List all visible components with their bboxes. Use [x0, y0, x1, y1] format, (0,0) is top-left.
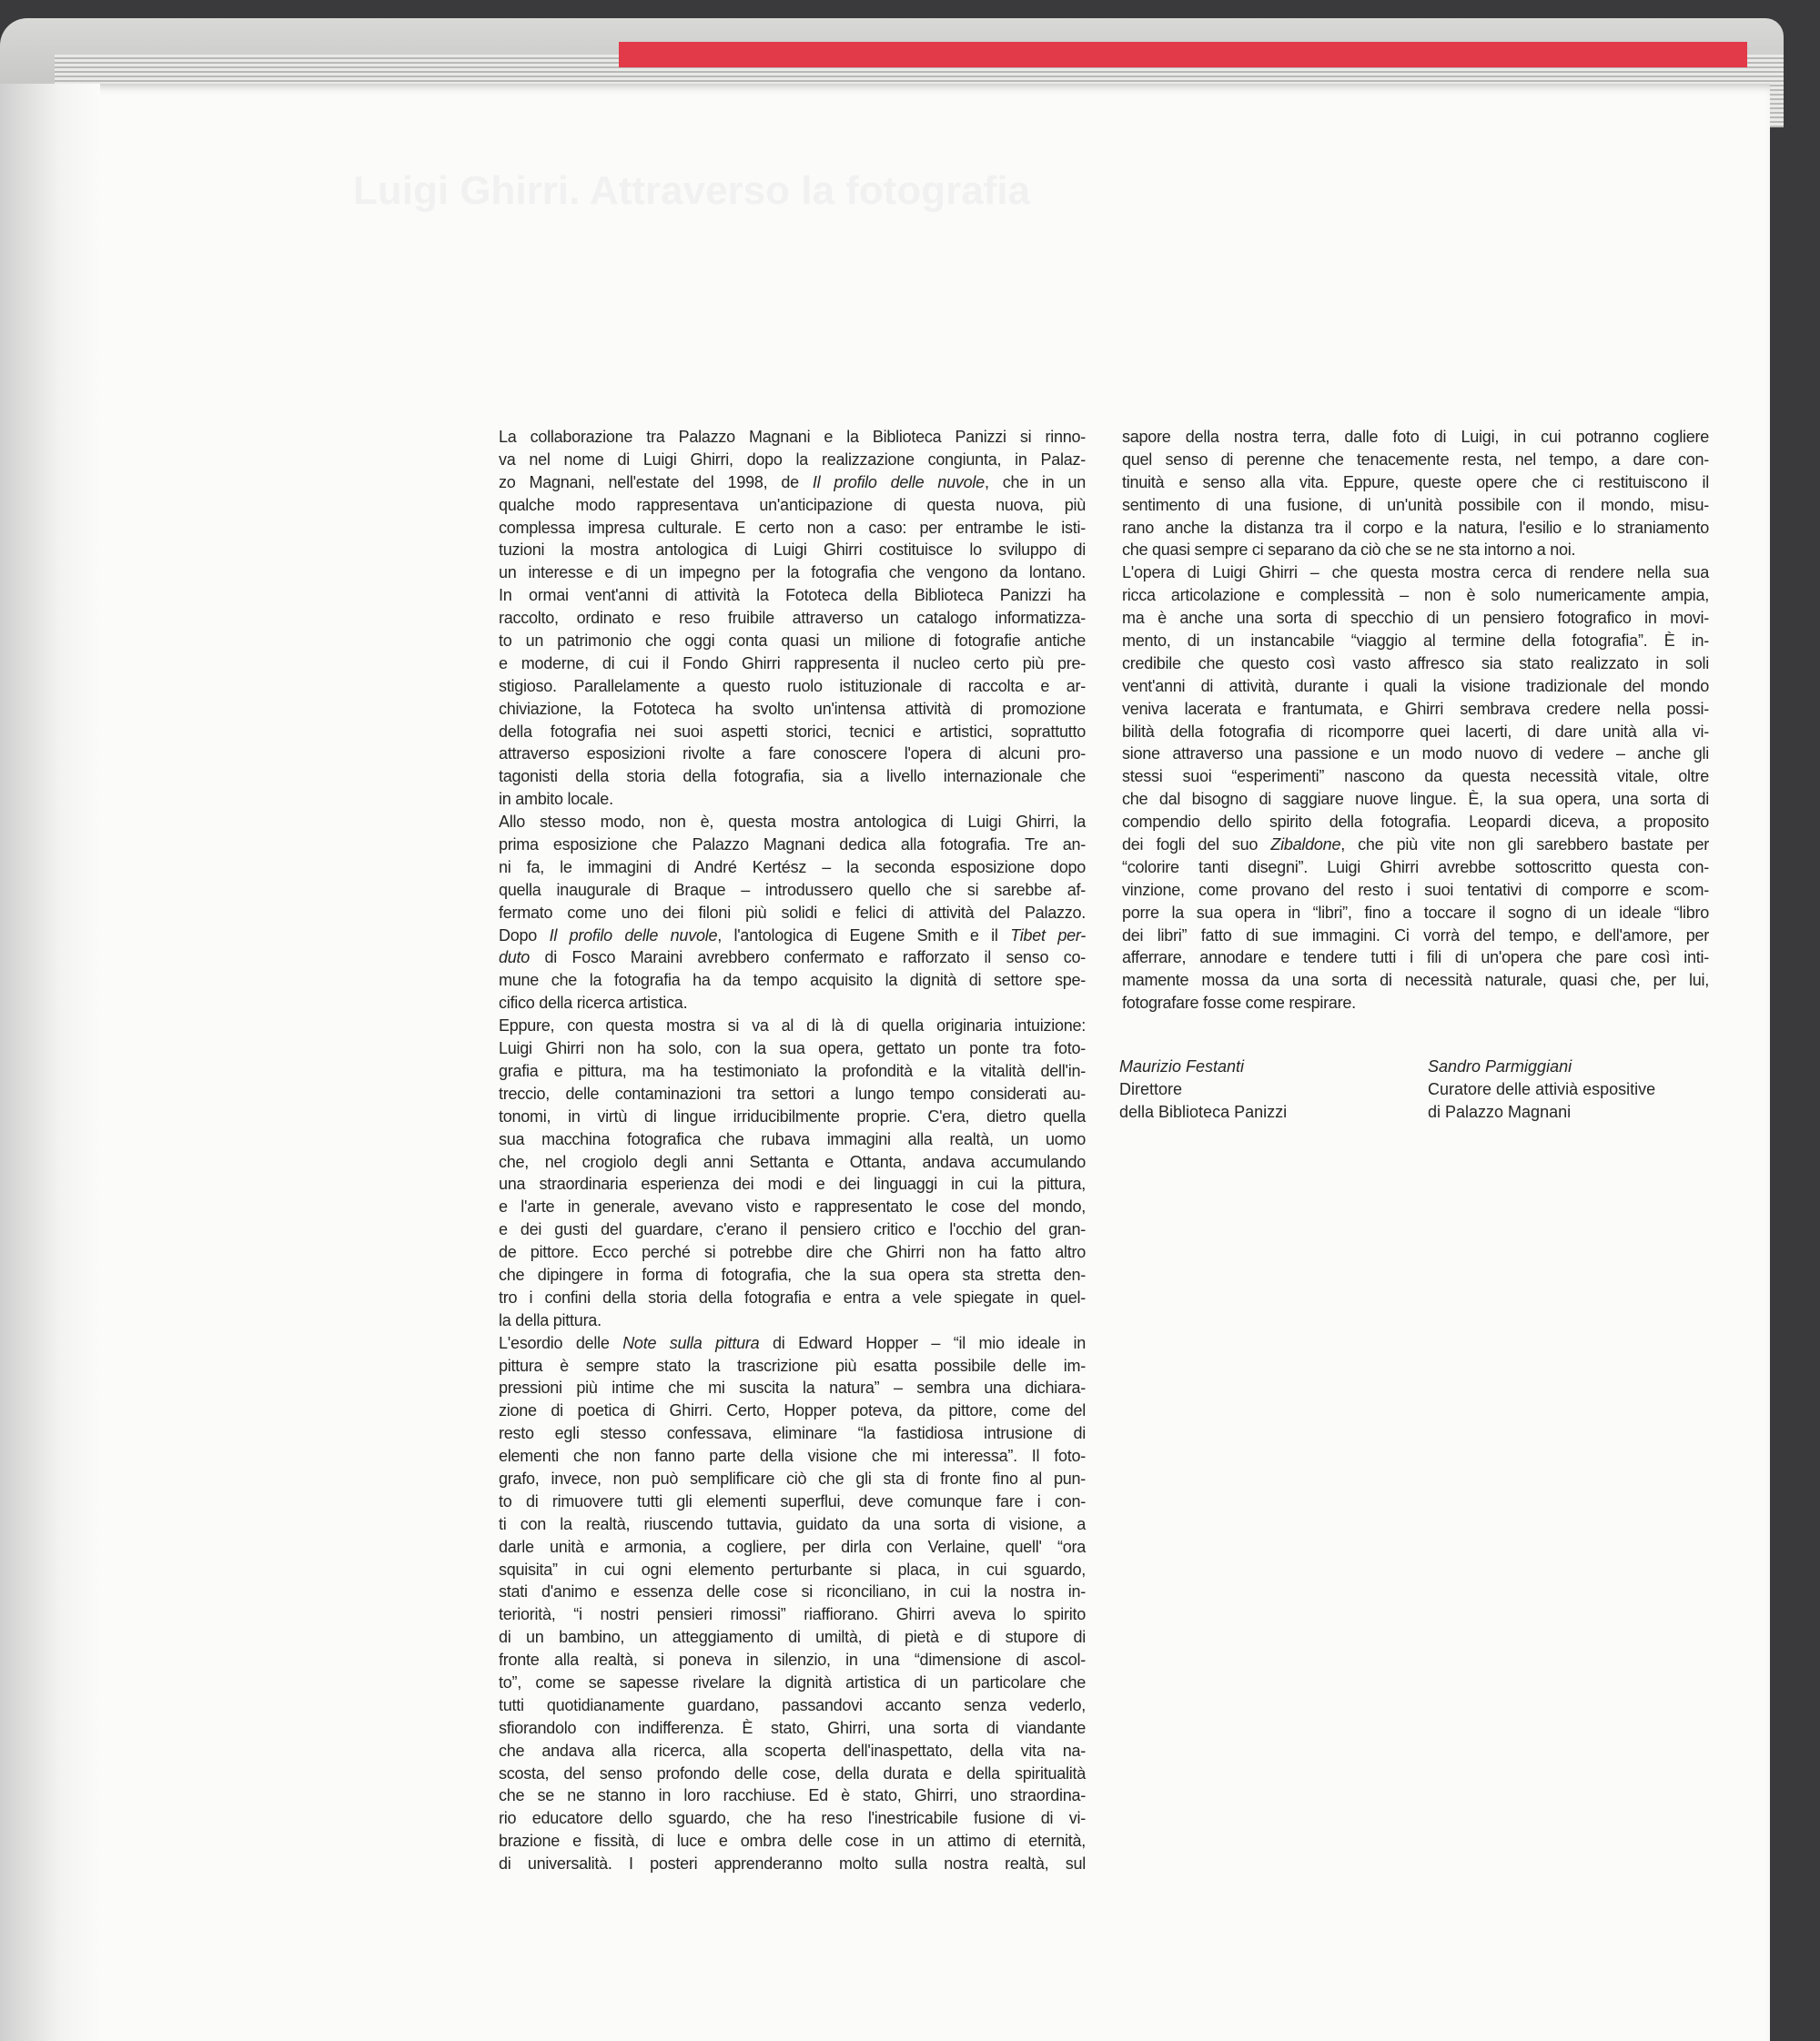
line-text: scosta, del senso profondo delle cose, della durata e della spiritualità [499, 1763, 1086, 1783]
text-line [1122, 517, 1709, 540]
line-text: della fotografia nei suoi aspetti storici, tecnici e artistici, soprattutto [499, 722, 1086, 741]
text-line [499, 1083, 1086, 1106]
text-line [499, 517, 1086, 540]
line-text: zione di poetica di Ghirri. Certo, Hopper poteva, da pittore, come del [499, 1401, 1086, 1420]
line-text: rano anche la distanza tra il corpo e la natura, l'esilio e lo straniamento [1122, 518, 1709, 537]
line-text: di Fosco Maraini avrebbero confermato e rafforzato il senso co- [530, 948, 1086, 967]
line-text: sentimento di una fusione, di un'unità possibile con il mondo, misu- [1122, 495, 1709, 514]
text-line [499, 449, 1086, 471]
line-text: ricca articolazione e complessità – non è solo numericamente ampia, [1122, 586, 1709, 605]
text-line [499, 969, 1086, 992]
text-line [499, 1672, 1086, 1694]
text-line [499, 1332, 1086, 1355]
text-line [1122, 449, 1709, 471]
line-text: de pittore. Ecco perché si potrebbe dire che Ghirri non ha fatto altro [499, 1243, 1086, 1262]
line-text: che dipingere in forma di fotografia, che la sua opera sta stretta den- [499, 1265, 1086, 1284]
line-text: to”, come se sapesse rivelare la dignità artistica di un particolare che [499, 1672, 1086, 1692]
text-line [499, 1694, 1086, 1717]
line-text: ma è anche una sorta di specchio di un pensiero fotografico in movi- [1122, 609, 1709, 628]
text-line [499, 1196, 1086, 1218]
line-text: dei fogli del suo [1122, 835, 1271, 854]
text-line [499, 743, 1086, 765]
line-text: qualche modo rappresentava un'anticipazione di questa nuova, più [499, 495, 1086, 514]
text-line [499, 1603, 1086, 1626]
line-text: L'opera di Luigi Ghirri – che questa mostra cerca di rendere nella sua [1122, 563, 1709, 582]
line-text: to di rimuovere tutti gli elementi superflui, deve comunque fare i con- [499, 1491, 1086, 1511]
text-line [499, 607, 1086, 630]
text-line [499, 1106, 1086, 1128]
text-line [499, 471, 1086, 494]
line-text: squisita” in cui ogni elemento perturbante si placa, in cui sguardo, [499, 1560, 1086, 1579]
signature-role: della Biblioteca Panizzi [1119, 1103, 1288, 1121]
line-text: che se ne stanno in loro racchiuse. Ed è stato, Ghirri, uno straordina- [499, 1786, 1086, 1805]
text-line [499, 1559, 1086, 1581]
text-line [499, 811, 1086, 834]
line-text: una straordinaria esperienza dei modi e dei linguaggi in cui la pittura, [499, 1175, 1086, 1194]
paragraph [1122, 426, 1709, 561]
text-line [499, 539, 1086, 561]
line-text: attraverso esposizioni rivolte a fare conoscere l'opera di alcuni pro- [499, 744, 1086, 763]
text-line [499, 721, 1086, 743]
text-line [1122, 607, 1709, 630]
paragraph [499, 1332, 1086, 1875]
text-line [499, 1807, 1086, 1830]
text-line [499, 1513, 1086, 1536]
text-line [499, 1740, 1086, 1763]
text-line [499, 788, 1086, 811]
text-line [499, 879, 1086, 902]
line-text: zo Magnani, nell'estate del 1998, de [499, 472, 813, 491]
line-text: mune che la fotografia ha da tempo acquisito la dignità di settore spe- [499, 971, 1086, 990]
text-line [1122, 856, 1709, 879]
text-line [499, 856, 1086, 879]
text-line [1122, 788, 1709, 811]
text-line [499, 1060, 1086, 1083]
line-text: tro i confini della storia della fotografia e entra a vele spiegate in quel- [499, 1288, 1086, 1307]
text-line [499, 1015, 1086, 1037]
line-text: to un patrimonio che oggi conta quasi un milione di fotografie antiche [499, 631, 1086, 651]
paragraph [499, 426, 1086, 811]
text-line [499, 1264, 1086, 1287]
line-text: elementi che non fanno parte della visione che mi interessa”. Il foto- [499, 1447, 1086, 1466]
line-text: sua macchina fotografica che rubava immagini alla realtà, un uomo [499, 1129, 1086, 1148]
line-text: ti con la realtà, riuscendo tuttavia, guidato da una sorta di visione, a [499, 1514, 1086, 1533]
line-text: complessa impresa culturale. E certo non a caso: per entrambe le isti- [499, 518, 1086, 537]
line-text: teriorità, “i nostri pensieri rimossi” riaffiorano. Ghirri aveva lo spirito [499, 1605, 1086, 1624]
text-line [499, 1717, 1086, 1740]
text-line [1122, 969, 1709, 992]
signature-role: Curatore delle attivià espositive [1428, 1080, 1656, 1098]
text-line [1122, 834, 1709, 856]
line-text: , che più vite non gli sarebbero bastate per [1340, 835, 1710, 854]
line-text: rio educatore dello sguardo, che ha reso l'inestricabile fusione di vi- [499, 1809, 1086, 1828]
text-line [1122, 561, 1709, 584]
text-line [1122, 539, 1709, 561]
right-text-column [1122, 426, 1709, 1015]
italic-title: duto [499, 948, 531, 967]
line-text: fronte alla realtà, si poneva in silenzio, in una “dimensione di ascol- [499, 1651, 1086, 1670]
page-gutter-shadow [0, 84, 100, 2041]
line-text: quel senso di perenne che tenacemente resta, nel tempo, a dare con- [1122, 450, 1709, 469]
line-text: pittura è sempre stato la trascrizione più esatta possibile delle im- [499, 1356, 1086, 1375]
text-line [1122, 811, 1709, 834]
line-text: che andava alla ricerca, alla scoperta dell'inaspettato, della vita na- [499, 1741, 1086, 1760]
text-line [499, 1784, 1086, 1807]
line-text: vinzione, come provano del resto i suoi tentativi di comporre e scom- [1122, 880, 1709, 899]
text-line [1122, 675, 1709, 698]
line-text: va nel nome di Luigi Ghirri, dopo la realizzazione congiunta, in Palaz- [499, 450, 1086, 469]
line-text: pressioni più intime che mi suscita la natura” – sembra una dichiara- [499, 1379, 1086, 1398]
line-text: veniva lacerata e frantumata, e Ghirri sembrava credere nella possi- [1122, 699, 1709, 718]
text-line [499, 834, 1086, 856]
text-line [499, 630, 1086, 652]
line-text: La collaborazione tra Palazzo Magnani e la Biblioteca Panizzi si rinno- [499, 428, 1086, 446]
line-text: brazione e fissità, di luce e ombra delle cose in un attimo di eternità, [499, 1832, 1086, 1851]
text-line [499, 1763, 1086, 1785]
text-line [499, 652, 1086, 675]
line-text: stati d'animo e essenza delle cose si riconciliano, in cui la nostra in- [499, 1582, 1086, 1601]
text-line [499, 426, 1086, 449]
text-line [1122, 698, 1709, 721]
text-line [499, 1468, 1086, 1490]
italic-title: Zibaldone [1270, 835, 1341, 854]
italic-title: Il profilo delle nuvole [549, 925, 718, 945]
text-line [1122, 584, 1709, 607]
signature-name: Maurizio Festanti [1119, 1057, 1245, 1076]
line-text: Allo stesso modo, non è, questa mostra antologica di Luigi Ghirri, la [499, 813, 1086, 832]
paragraph [1122, 561, 1709, 1015]
line-text: sfiorandolo con indifferenza. È stato, Ghirri, una sorta di viandante [499, 1718, 1086, 1737]
text-line [499, 925, 1086, 947]
line-text: la della pittura. [499, 1310, 602, 1329]
text-line [499, 1309, 1086, 1332]
line-text: treccio, delle contaminazioni tra settori a lungo tempo considerati au- [499, 1084, 1086, 1103]
line-text: In ormai vent'anni di attività la Fototeca della Biblioteca Panizzi ha [499, 586, 1086, 605]
line-text: mamente mossa da una sorta di necessità naturale, quasi che, per lui, [1122, 971, 1709, 990]
line-text: fotografare fosse come respirare. [1122, 994, 1356, 1013]
text-line [1122, 471, 1709, 494]
signature-name: Sandro Parmiggiani [1428, 1057, 1572, 1076]
text-line [499, 1399, 1086, 1422]
text-line [499, 584, 1086, 607]
line-text: credibile che questo così vasto affresco sia stato realizzato in soli [1122, 653, 1709, 672]
line-text: compendio dello spirito della fotografia. Leopardi diceva, a proposito [1122, 813, 1709, 832]
text-line [499, 1649, 1086, 1672]
line-text: dei libri” fatto di sue immagini. Ci vorrà del tempo, e dell'amore, per [1122, 925, 1709, 945]
line-text: resto egli stesso confessava, eliminare “la fastidiosa intrusione di [499, 1424, 1086, 1443]
italic-title: Note sulla pittura [622, 1333, 760, 1352]
text-line [499, 1830, 1086, 1853]
line-text: tuzioni la mostra antologica di Luigi Ghirri costituisce lo sviluppo di [499, 541, 1086, 560]
line-text: afferrare, annodare e tendere tutti i fili di un'opera che pare così inti- [1122, 948, 1709, 967]
line-text: che, nel crogiolo degli anni Settanta e Ottanta, andava accumulando [499, 1152, 1086, 1171]
text-line [499, 1241, 1086, 1264]
text-line [499, 1377, 1086, 1399]
text-line [499, 1626, 1086, 1649]
left-text-column [499, 426, 1086, 1875]
line-text: stessi suoi “esperimenti” nascono da questa necessità vitale, oltre [1122, 767, 1709, 786]
text-line [499, 765, 1086, 788]
text-line [1122, 630, 1709, 652]
text-line [499, 1490, 1086, 1513]
line-text: L'esordio delle [499, 1333, 623, 1352]
text-line [499, 1218, 1086, 1241]
text-line [499, 1853, 1086, 1875]
line-text: e dei gusti del guardare, c'erano il pensiero critico e l'occhio del gran- [499, 1220, 1086, 1239]
line-text: cifico della ricerca artistica. [499, 994, 688, 1013]
text-line [1122, 946, 1709, 969]
text-line [499, 946, 1086, 969]
paragraph [499, 1015, 1086, 1331]
text-line [499, 494, 1086, 517]
line-text: Luigi Ghirri non ha solo, con la sua opera, gettato un ponte tra foto- [499, 1039, 1086, 1058]
signature-role: Direttore [1119, 1080, 1183, 1098]
line-text: di un bambino, un atteggiamento di umiltà, di pietà e di stupore di [499, 1628, 1086, 1647]
text-line [1122, 652, 1709, 675]
italic-title: Tibet per- [1010, 925, 1086, 945]
signature-festanti [1119, 1056, 1287, 1124]
text-line [499, 1536, 1086, 1559]
line-text: bilità della fotografia di ricomporre quei lacerti, di dare unità alla vi- [1122, 722, 1709, 741]
line-text: Eppure, con questa mostra si va al di là di quella originaria intuizione: [499, 1016, 1086, 1036]
text-line [1122, 925, 1709, 947]
line-text: che quasi sempre ci separano da ciò che se ne sta intorno a noi. [1122, 541, 1576, 560]
line-text: fermato come uno dei filoni più solidi e felici di attività del Palazzo. [499, 903, 1086, 922]
line-text: e l'arte in generale, avevano visto e rappresentato le cose del mondo, [499, 1197, 1086, 1217]
text-line [499, 561, 1086, 584]
text-line [499, 675, 1086, 698]
text-line [499, 1173, 1086, 1196]
line-text: tutti quotidianamente guardano, passandovi accanto senza vederlo, [499, 1695, 1086, 1714]
line-text: tonomi, in virtù di lingue irriducibilmente proprie. C'era, dietro quella [499, 1106, 1086, 1126]
line-text: , che in un [984, 472, 1086, 491]
line-text: raccolto, ordinato e reso fruibile attraverso un catalogo informatizza- [499, 609, 1086, 628]
text-line [1122, 765, 1709, 788]
text-line [1122, 992, 1709, 1015]
text-line [499, 698, 1086, 721]
line-text: di universalità. I posteri apprenderanno molto sulla nostra realtà, sul [499, 1854, 1086, 1874]
text-line [499, 1445, 1086, 1468]
italic-title: Il profilo delle nuvole [812, 472, 985, 491]
line-text: tinuità e senso alla vita. Eppure, queste opere che ci restituiscono il [1122, 472, 1709, 491]
line-text: stigioso. Parallelamente a questo ruolo istituzionale di raccolta e ar- [499, 676, 1086, 695]
line-text: vent'anni di attività, durante i quali la visione tradizionale del mondo [1122, 676, 1709, 695]
text-line [1122, 426, 1709, 449]
line-text: quella inaugurale di Braque – introdussero quello che si sarebbe af- [499, 880, 1086, 899]
text-line [1122, 879, 1709, 902]
text-line [499, 1037, 1086, 1060]
text-line [499, 1581, 1086, 1603]
text-line [499, 1355, 1086, 1378]
text-line [499, 902, 1086, 925]
text-line [499, 1422, 1086, 1445]
line-text: in ambito locale. [499, 790, 613, 809]
line-text: e moderne, di cui il Fondo Ghirri rappresenta il nucleo certo più pre- [499, 653, 1086, 672]
signature-role: di Palazzo Magnani [1428, 1103, 1572, 1121]
line-text: ni fa, le immagini di André Kertész – la seconda esposizione dopo [499, 857, 1086, 876]
line-text: , l'antologica di Eugene Smith e il [717, 925, 1011, 945]
line-text: “colorire tanti disegni”. Luigi Ghirri avrebbe sottoscritto questa con- [1122, 857, 1709, 876]
red-page-band [619, 42, 1747, 67]
signature-parmiggiani [1428, 1056, 1655, 1124]
line-text: sapore della nostra terra, dalle foto di Luigi, in cui potranno cogliere [1122, 428, 1709, 446]
paragraph [499, 811, 1086, 1015]
text-line [499, 1287, 1086, 1309]
line-text: che dal bisogno di saggiare nuove lingue. È, la sua opera, una sorta di [1122, 790, 1709, 809]
text-line [1122, 721, 1709, 743]
line-text: grafia e pittura, ma ha testimoniato la profondità e la vitalità dell'in- [499, 1061, 1086, 1080]
text-line [1122, 494, 1709, 517]
text-line [499, 1151, 1086, 1174]
line-text: chiviazione, la Fototeca ha svolto un'intensa attività di promozione [499, 699, 1086, 718]
show-through-title: Luigi Ghirri. Attraverso la fotografia [353, 168, 1031, 213]
text-line [499, 992, 1086, 1015]
text-line [1122, 743, 1709, 765]
line-text: tagonisti della storia della fotografia, sia a livello internazionale che [499, 767, 1086, 786]
line-text: grafo, invece, non può semplificare ciò che gli sta di fronte fino al pun- [499, 1469, 1086, 1488]
line-text: prima esposizione che Palazzo Magnani dedica alla fotografia. Tre an- [499, 835, 1086, 854]
line-text: darle unità e armonia, a cogliere, per dirla con Verlaine, quell' “ora [499, 1537, 1086, 1556]
text-line [1122, 902, 1709, 925]
line-text: sione attraverso una passione e un modo nuovo di vedere – anche gli [1122, 744, 1709, 763]
line-text: un interesse e di un impegno per la fotografia che vengono da lontano. [499, 563, 1086, 582]
line-text: mento, di un instancabile “viaggio al termine della fotografia”. È in- [1122, 631, 1709, 651]
line-text: Dopo [499, 925, 550, 945]
line-text: di Edward Hopper – “il mio ideale in [759, 1333, 1086, 1352]
line-text: porre la sua opera in “libri”, fino a toccare il sogno di un ideale “libro [1122, 903, 1709, 922]
text-line [499, 1128, 1086, 1151]
